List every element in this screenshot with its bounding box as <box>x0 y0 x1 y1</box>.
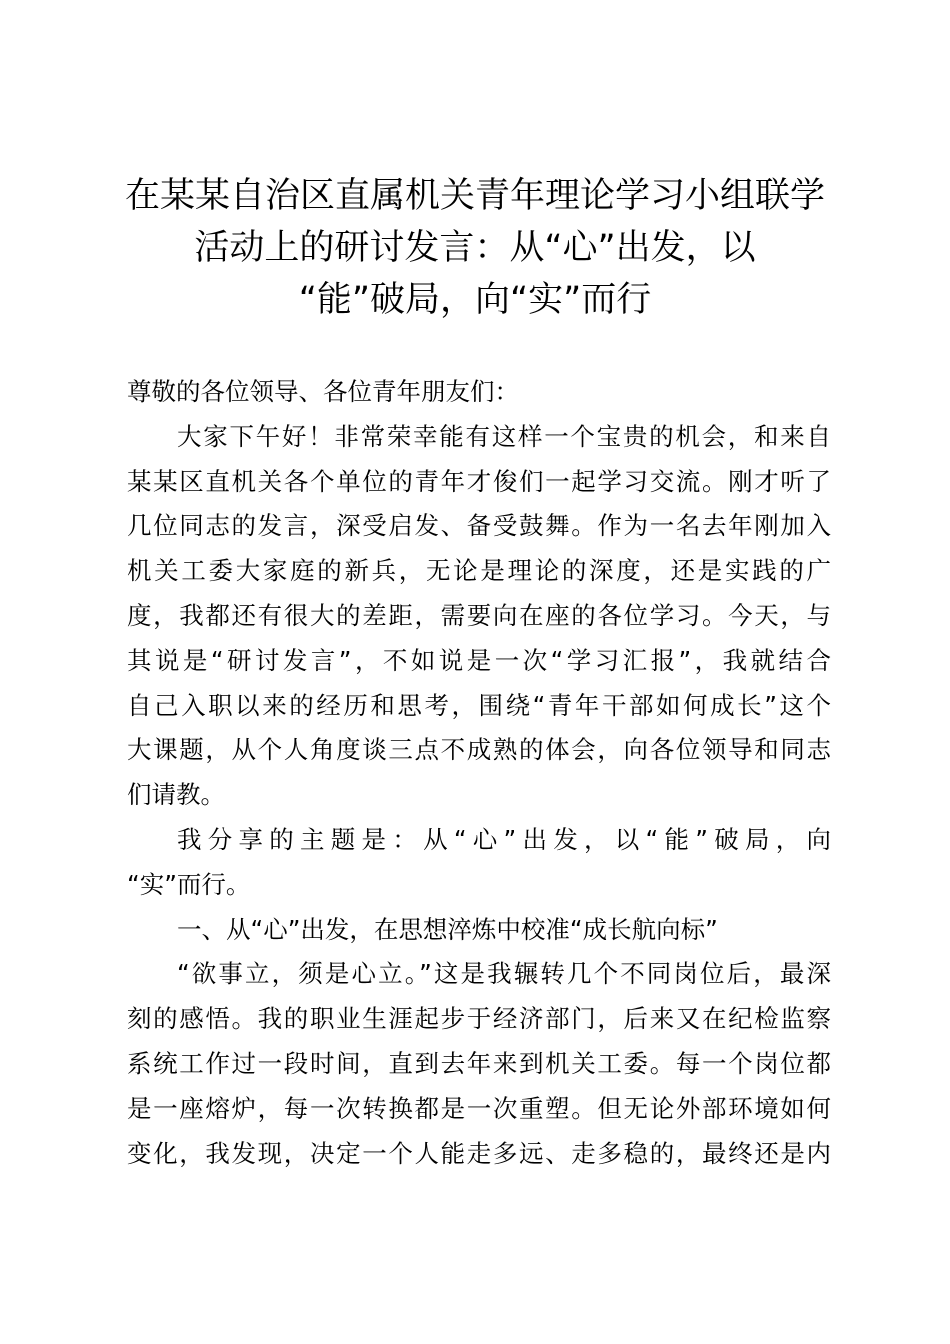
paragraph-line: 们请教。 <box>127 780 225 810</box>
paragraph-line: 机关工委大家庭的新兵，无论是理论的深度，还是实践的广 <box>127 556 831 586</box>
title-line: 在某某自治区直属机关青年理论学习小组联学 <box>124 176 825 216</box>
paragraph-line: 度，我都还有很大的差距，需要向在座的各位学习。今天，与 <box>127 600 831 630</box>
paragraph-line: 大课题，从个人角度谈三点不成熟的体会，向各位领导和同志 <box>127 735 831 765</box>
paragraph-line: 大家下午好！非常荣幸能有这样一个宝贵的机会，和来自 <box>177 421 831 451</box>
section-heading: 一、从“心”出发，在思想淬炼中校准“成长航向标” <box>177 914 718 944</box>
paragraph-line: “实”而行。 <box>127 869 251 899</box>
paragraph-line: 刻的感悟。我的职业生涯起步于经济部门，后来又在纪检监察 <box>127 1004 831 1034</box>
paragraph-line: 其说是“研讨发言”，不如说是一次“学习汇报”，我就结合 <box>127 645 831 675</box>
title-line: 活动上的研讨发言：从“心”出发，以 <box>194 228 756 268</box>
paragraph-line: “欲事立，须是心立。”这是我辗转几个不同岗位后，最深 <box>177 959 831 989</box>
paragraph-line: 几位同志的发言，深受启发、备受鼓舞。作为一名去年刚加入 <box>127 511 831 541</box>
paragraph-line: 系统工作过一段时间，直到去年来到机关工委。每一个岗位都 <box>127 1048 831 1078</box>
document-title <box>0 170 950 326</box>
paragraph-line: 自己入职以来的经历和思考，围绕“青年干部如何成长”这个 <box>127 690 831 720</box>
paragraph-line: 某某区直机关各个单位的青年才俊们一起学习交流。刚才听了 <box>127 466 831 496</box>
title-line: “能”破局，向“实”而行 <box>298 280 652 320</box>
paragraph-line: 是一座熔炉，每一次转换都是一次重塑。但无论外部环境如何 <box>127 1093 831 1123</box>
paragraph-line: 变化，我发现，决定一个人能走多远、走多稳的，最终还是内 <box>127 1138 831 1168</box>
document-body <box>127 370 831 1176</box>
paragraph-line: 我分享的主题是：从“心”出发，以“能”破局，向 <box>177 824 831 854</box>
salutation: 尊敬的各位领导、各位青年朋友们： <box>127 377 519 406</box>
